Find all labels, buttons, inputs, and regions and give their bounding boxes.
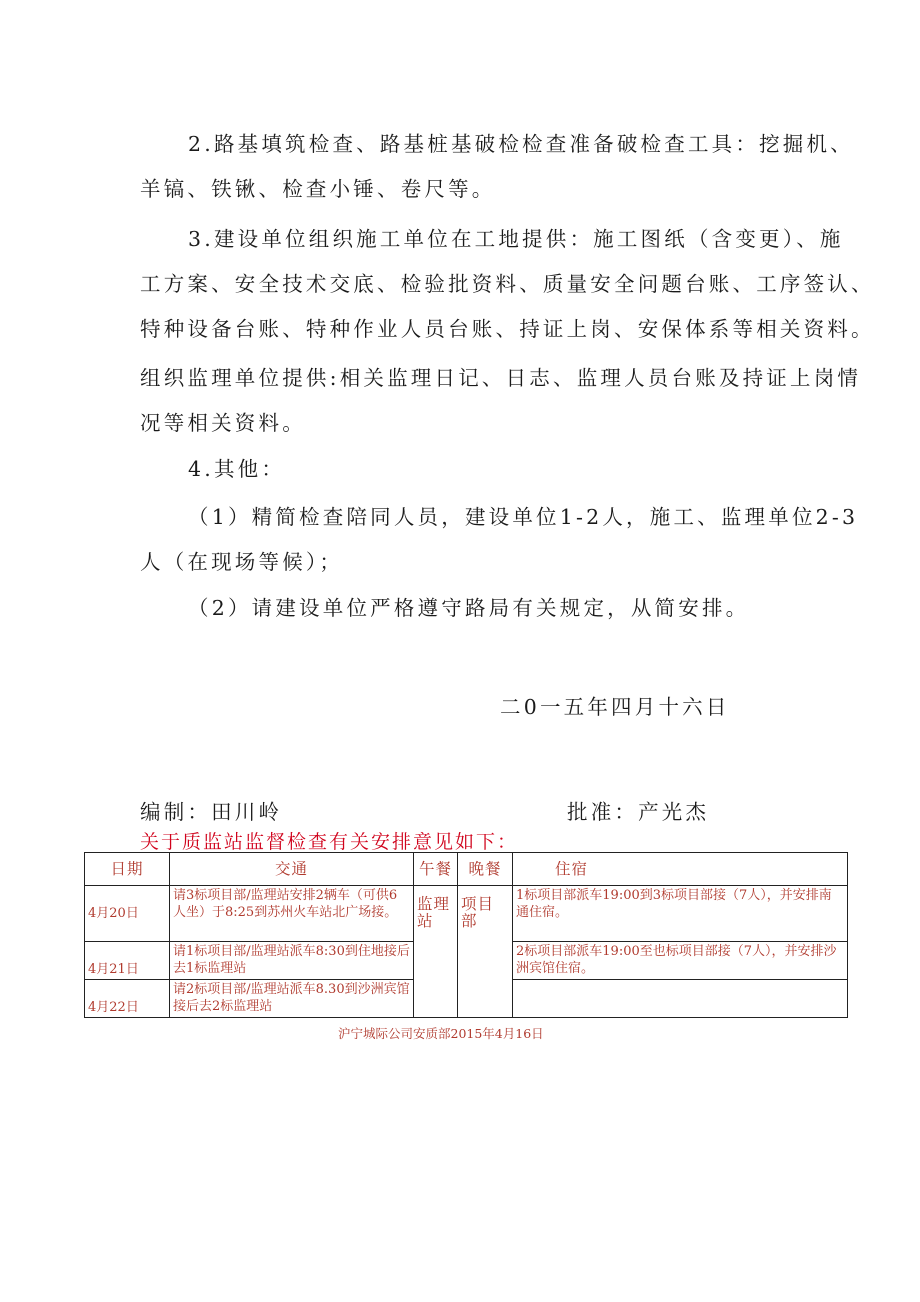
row-date: 4月22日 (85, 980, 170, 1018)
schedule-table (84, 852, 848, 1018)
item4-sub1-line2: 人（在现场等候）； (140, 550, 344, 574)
item3-line4: 组织监理单位提供:相关监理日记、日志、监理人员台账及持证上岗情 (140, 366, 862, 390)
approved-by: 批准：产光杰 (567, 800, 710, 824)
item2-line2: 羊镐、铁锹、检查小锤、卷尺等。 (140, 177, 496, 201)
notice-footer: 沪宁城际公司安质部2015年4月16日 (338, 1026, 544, 1041)
row-date: 4月21日 (85, 942, 170, 980)
table-row (85, 886, 848, 942)
row-transport: 请3标项目部/监理站安排2辆车（可供6人坐）于8:25到苏州火车站北广场接。 (170, 886, 414, 942)
notice-title: 关于质监站监督检查有关安排意见如下： (140, 831, 519, 853)
table-header-row (85, 853, 848, 886)
document-date: 二0一五年四月十六日 (500, 695, 730, 719)
row-lodging: 2标项目部派车19:00至也标项目部接（7人），并安排沙洲宾馆住宿。 (513, 942, 848, 980)
header-lunch: 午餐 (414, 853, 458, 886)
header-lodging: 住宿 (513, 853, 848, 886)
lunch-cell: 监理站 (414, 886, 458, 1018)
item4-heading: 4.其他： (188, 457, 286, 481)
header-date: 日期 (85, 853, 170, 886)
item3-line1: 3.建设单位组织施工单位在工地提供：施工图纸（含变更）、施 (188, 227, 844, 251)
item4-sub1-line1: （1）精简检查陪同人员，建设单位1-2人，施工、监理单位2-3 (188, 505, 859, 529)
item2-line1: 2.路基填筑检查、路基桩基破检检查准备破检查工具：挖掘机、 (188, 132, 854, 156)
row-transport: 请2标项目部/监理站派车8.30到沙洲宾馆接后去2标监理站 (170, 980, 414, 1018)
item3-line5: 况等相关资料。 (140, 411, 306, 435)
compiled-by: 编制：田川岭 (140, 800, 283, 824)
row-date: 4月20日 (85, 886, 170, 942)
item4-sub2: （2）请建设单位严格遵守路局有关规定，从简安排。 (188, 596, 750, 620)
dinner-cell: 项目部 (458, 886, 513, 1018)
item3-line3: 特种设备台账、特种作业人员台账、持证上岗、安保体系等相关资料。 (140, 317, 875, 341)
row-lodging: 1标项目部派车19:00到3标项目部接（7人），并安排南通住宿。 (513, 886, 848, 942)
header-dinner: 晚餐 (458, 853, 513, 886)
item3-line2: 工方案、安全技术交底、检验批资料、质量安全问题台账、工序签认、 (140, 272, 875, 296)
row-lodging (513, 980, 848, 1018)
header-transport: 交通 (170, 853, 414, 886)
row-transport: 请1标项目部/监理站派车8:30到住地接后去1标监理站 (170, 942, 414, 980)
